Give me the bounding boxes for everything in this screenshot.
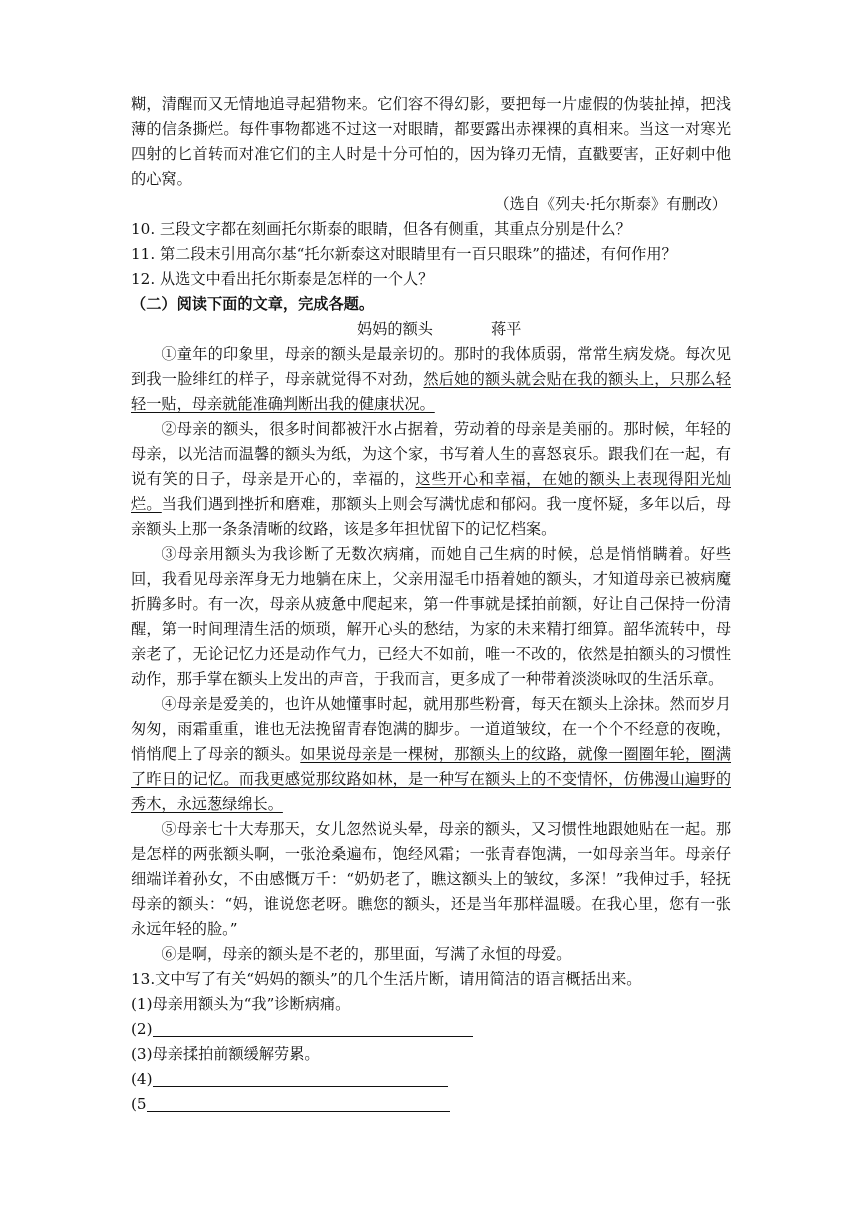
passage1-source: （选自《列夫·托尔斯泰》有删改） [494,195,727,213]
essay-paragraph-3: ③母亲用额头为我诊断了无数次病痛，而她自己生病的时候，总是悄悄瞒着。好些回，我看见母亲浑身无力地躺在床上，父亲用湿毛巾捂着她的额头，才知道母亲已被病魔折腾多时。有一次，母亲从疲惫中爬起来，第一件事就是揉拍前额，好让自己保持一份清醒，第一时间理清生活的烦琐，解开心头的愁结，为家的未来精打细算。韶华流转中，母亲老了，无论记忆力还是动作气力，已经大不如前，唯一不改的，依然是拍额头的习惯性动作，那手掌在额头上发出的声音，于我而言，更多成了一种带着淡淡咏叹的生活乐章。 [131,545,731,688]
q13-item-5-label: (5 [131,1095,147,1113]
question-13: 13.文中写了有关“妈妈的额头”的几个生活片断，请用简洁的语言概括出来。 [131,970,642,988]
question-11: 11. 第二段末引用高尔基“托尔新泰这对眼睛里有一百只眼珠”的描述，有何作用？ [131,245,677,263]
essay-author: 蒋平 [490,320,522,338]
question-10: 10. 三段文字都在刻画托尔斯泰的眼睛，但各有侧重，其重点分别是什么？ [131,220,631,238]
q13-item-2 [131,1017,731,1042]
q13-item-5 [131,1092,731,1117]
p1-underlined: 然后她的额头就会贴在我的额头上，只那么轻轻一贴，母亲就能准确判断出我的健康状况。 [131,370,732,413]
q13-item-1: (1)母亲用额头为“我”诊断病痛。 [131,995,351,1013]
answer-blank-2[interactable] [153,1019,473,1037]
essay-heading [131,317,731,342]
essay-title: 妈妈的额头 [357,320,433,338]
q13-item-2-label: (2) [131,1020,153,1038]
q13-item-3: (3)母亲揉拍前额缓解劳累。 [131,1045,320,1063]
p4-underlined: 如果说母亲是一棵树，那额头上的纹路，就像一圈圈年轮，圈满了昨日的记忆。而我更感觉那纹路如林，是一种写在额头上的不变情怀，仿佛漫山遍野的秀木，永远葱绿绵长。 [131,745,732,813]
answer-blank-4[interactable] [153,1069,448,1087]
p4-text: ④母亲是爱美的，也许从她懂事时起，就用那些粉膏，每天在额头上涂抹。然而岁月匆匆，雨霜重重，谁也无法挽留青春饱满的脚步。一道道皱纹，在一个个不经意的夜晚，悄悄爬上了母亲的额头。 [131,695,731,763]
q13-item-4-label: (4) [131,1070,153,1088]
essay-paragraph-6: ⑥是啊，母亲的额头是不老的，那里面，写满了永恒的母爱。 [161,945,572,963]
p2-text-rest: 当我们遇到挫折和磨难，那额头上则会写满忧虑和郁闷。我一度怀疑，多年以后，母亲额头上那一条条清晰的纹路，该是多年担忧留下的记忆档案。 [131,495,732,538]
essay-paragraph-2 [131,417,731,542]
essay-paragraph-1 [131,342,731,417]
passage1-tail: 糊，清醒而又无情地追寻起猎物来。它们容不得幻影，要把每一片虚假的伪装扯掉，把浅薄的信条撕烂。每件事物都逃不过这一对眼睛，都要露出赤裸裸的真相来。当这一对寒光四射的匕首转而对准它们的主人时是十分可怕的，因为锋刃无情，直戳要害，正好刺中他的心窝。 [131,95,731,188]
p1-text: ①童年的印象里，母亲的额头是最亲切的。那时的我体质弱，常常生病发烧。每次见到我一脸绯红的样子，母亲就觉得不对劲， [131,345,731,388]
answer-blank-5[interactable] [147,1094,450,1112]
section2-instruction: （二）阅读下面的文章，完成各题。 [131,295,374,313]
essay-paragraph-5: ⑤母亲七十大寿那天，女儿忽然说头晕，母亲的额头，又习惯性地跟她贴在一起。那是怎样的两张额头啊，一张沧桑遍布，饱经风霜；一张青春饱满，一如母亲当年。母亲仔细端详着孙女，不由感慨万千：“奶奶老了，瞧这额头上的皱纹，多深！”我伸过手，轻抚母亲的额头：“妈，谁说您老呀。瞧您的额头，还是当年那样温暖。在我心里，您有一张永远年轻的脸。” [131,820,731,938]
document-page [131,92,731,1117]
question-12: 12. 从选文中看出托尔斯泰是怎样的一个人？ [131,270,434,288]
essay-paragraph-4 [131,692,731,817]
q13-item-4 [131,1067,731,1092]
p2-underlined: 这些开心和幸福，在她的额头上表现得阳光灿烂。 [131,470,732,513]
p2-text: ②母亲的额头，很多时间都被汗水占据着，劳动着的母亲是美丽的。那时候，年轻的母亲，以光洁而温馨的额头为纸，为这个家，书写着人生的喜怒哀乐。跟我们在一起，有说有笑的日子，母亲是开心的，幸福的， [131,420,731,488]
